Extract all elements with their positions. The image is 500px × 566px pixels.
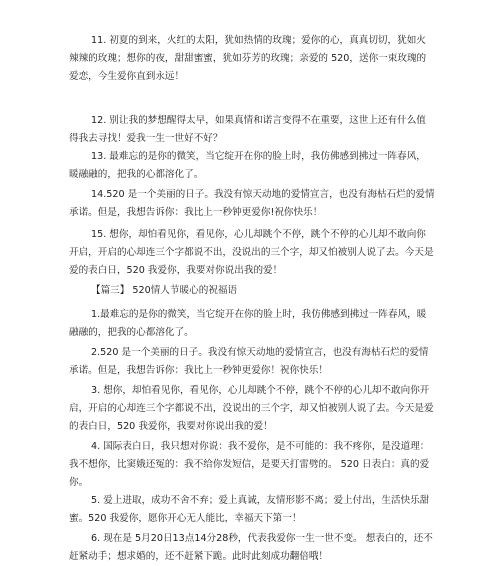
section-heading: 【篇三】 520情人节暖心的祝福语 [91,285,238,296]
paragraph-3: 3. 想你，却怕看见你，看见你，心儿却跳个不停，跳个不停的心儿却不敢向你开启，开启的心却连三个字都说不出，没说出的三个字，却又怕被别人说了去。今天是爱的表白日，520 我爱你，我要对你说出我的爱！ [69,385,434,432]
paragraph-2: 2.520 是一个美丽的日子。我没有惊天动地的爱情宣言，也没有海枯石烂的爱情承诺。但是，我想告诉你：我比上一秒钟更爱你！祝你快乐！ [69,347,429,376]
paragraph-4: 4. 国际表白日，我只想对你说：我不爱你，是不可能的：我不疼你，是没道理：我不想你，比窦娥还冤的：我不给你发短信，是要天打雷劈的。 520 日表白：真的爱你。 [69,441,430,488]
paragraph-5: 5. 爱上进取，成功不舍不弃；爱上真诚，友情形影不离；爱上付出，生活快乐甜蜜。520 我爱你，愿你开心无人能比，幸福天下第一！ [69,495,430,524]
paragraph-13: 13. 最难忘的是你的微笑，当它绽开在你的脸上时，我仿佛感到拂过一阵春风，暖融融的，把我的心都溶化了。 [69,151,426,180]
paragraph-1: 1.最难忘的是你的微笑，当它绽开在你的脸上时，我仿佛感到拂过一阵春风，暖融融的，把我的心都溶化了。 [69,309,427,338]
paragraph-6: 6. 现在是 5月20日13点14分28秒，代表我爱你一生一世不变。 想表白的，还不赶紧动手；想求婚的，还不赶紧下跪。此时此刻成功翻倍哦！ [69,533,433,562]
paragraph-11: 11. 初夏的到来，火红的太阳，犹如热情的玫瑰；爱你的心，真真切切，犹如火辣辣的玫瑰；想你的夜，甜甜蜜蜜，犹如芬芳的玫瑰；亲爱的 520，送你一束玫瑰的爱恋，今生爱你直到永远！ [69,35,427,82]
paragraph-12: 12. 别让我的梦想醒得太早，如果真情和诺言变得不在重要，这世上还有什么值得我去寻找！爱我一生一世好不好？ [69,115,426,144]
paragraph-15: 15. 想你，却怕看见你，看见你，心儿却跳个不停，跳个不停的心儿却不敢向你开启，开启的心却连三个字都说不出，没说出的三个字，却又怕被别人说了去。今天是爱的表白日，520 我爱你，我要对你说出我的爱！ [69,229,434,276]
paragraph-14: 14.520 是一个美丽的日子。我没有惊天动地的爱情宣言，也没有海枯石烂的爱情承诺。但是，我想告诉你：我比上一秒钟更爱你!祝你快乐！ [69,189,435,218]
